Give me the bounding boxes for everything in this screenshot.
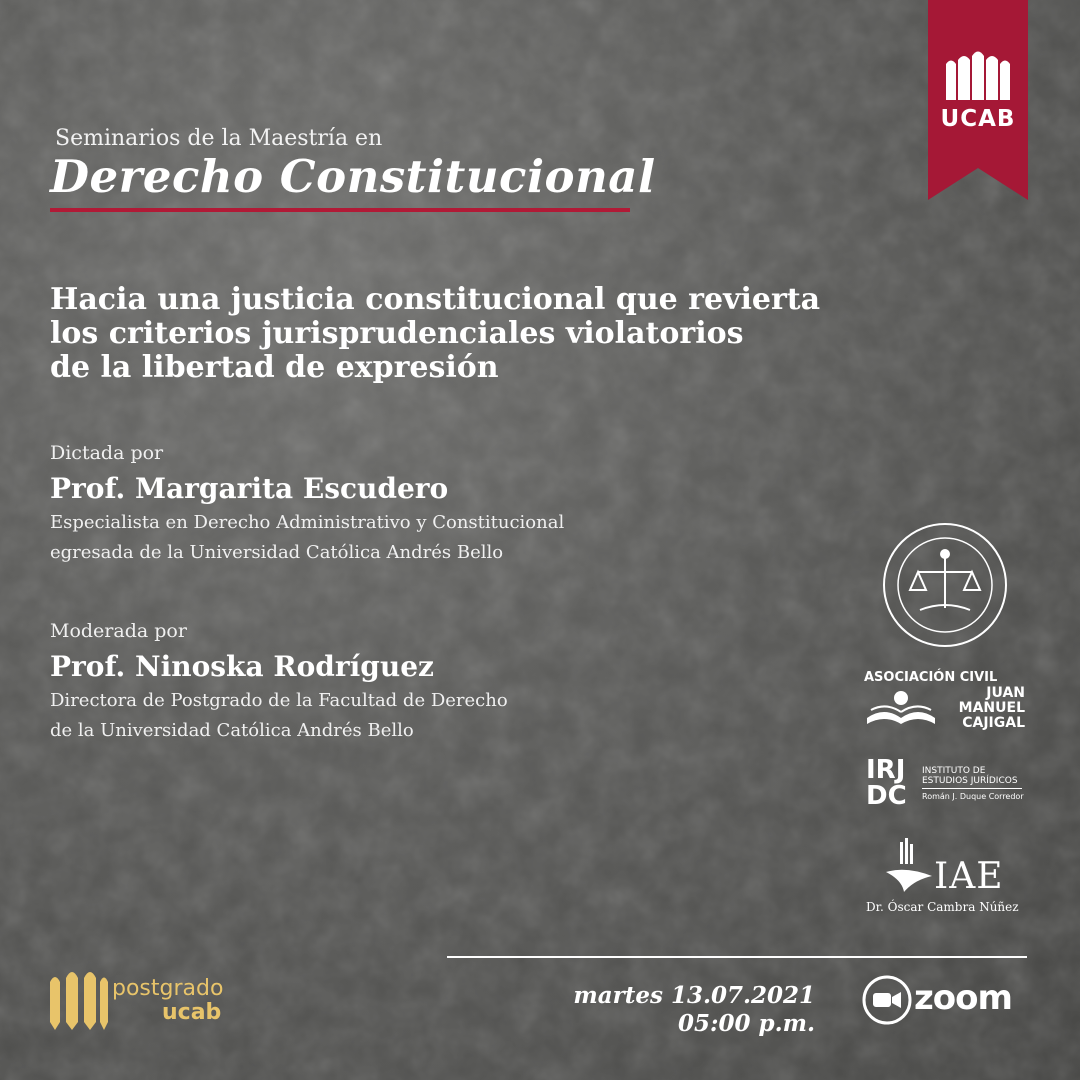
event-time: 05:00 p.m.: [678, 1010, 815, 1037]
irjdc-line: ESTUDIOS JURÍDICOS: [922, 776, 1018, 786]
open-book-reader-icon: [865, 688, 935, 730]
irjdc-mark: DC: [866, 781, 907, 811]
irjdc-line: INSTITUTO DE: [922, 766, 986, 776]
acjmc-line: CAJIGAL: [962, 715, 1025, 731]
postgrado-ucab-label: ucab: [162, 1000, 222, 1025]
talk-title-line: Hacia una justicia constitucional que revierta: [50, 282, 821, 317]
postgrado-towers-icon: [48, 968, 108, 1032]
speaker-desc-line: egresada de la Universidad Católica Andrés Bello: [50, 542, 504, 563]
moderator-desc-line: de la Universidad Católica Andrés Bello: [50, 720, 414, 741]
zoom-logo-text: zoom: [914, 978, 1012, 1018]
scales-of-justice-seal-icon: [880, 520, 1010, 650]
series-title: Derecho Constitucional: [50, 150, 656, 203]
talk-title: [50, 283, 910, 385]
iae-mark: IAE: [934, 856, 1004, 897]
speaker-desc-line: Especialista en Derecho Administrativo y Constitucional: [50, 512, 565, 533]
moderator-desc-line: Directora de Postgrado de la Facultad de Derecho: [50, 690, 508, 711]
event-date: martes 13.07.2021: [573, 982, 815, 1009]
talk-title-line: de la libertad de expresión: [50, 350, 499, 385]
moderator-role: Moderada por: [50, 620, 187, 642]
moderator-name: Prof. Ninoska Rodríguez: [50, 650, 434, 683]
speaker-role: Dictada por: [50, 442, 164, 464]
zoom-camera-icon: [862, 975, 912, 1025]
acjmc-line: ASOCIACIÓN CIVIL: [864, 670, 998, 685]
iae-bird-icon: [884, 838, 934, 898]
acjmc-line: MANUEL: [958, 700, 1025, 716]
moderator-description: [50, 686, 508, 746]
title-underline: [50, 208, 630, 212]
speaker-description: [50, 508, 564, 568]
iae-subtitle: Dr. Óscar Cambra Núñez: [866, 900, 1019, 914]
irjdc-mark: IRJ: [866, 755, 906, 785]
irjdc-divider: [922, 788, 1022, 789]
ucab-ribbon: [928, 0, 1028, 200]
irjdc-line: Román J. Duque Corredor: [922, 792, 1024, 801]
speaker-name: Prof. Margarita Escudero: [50, 472, 449, 505]
acjmc-line: JUAN: [986, 685, 1025, 701]
series-subtitle: Seminarios de la Maestría en: [55, 126, 383, 151]
ucab-label: UCAB: [940, 106, 1016, 132]
postgrado-label: postgrado: [112, 976, 224, 1001]
bottom-divider: [447, 956, 1027, 958]
talk-title-line: los criterios jurisprudenciales violatorios: [50, 316, 744, 351]
